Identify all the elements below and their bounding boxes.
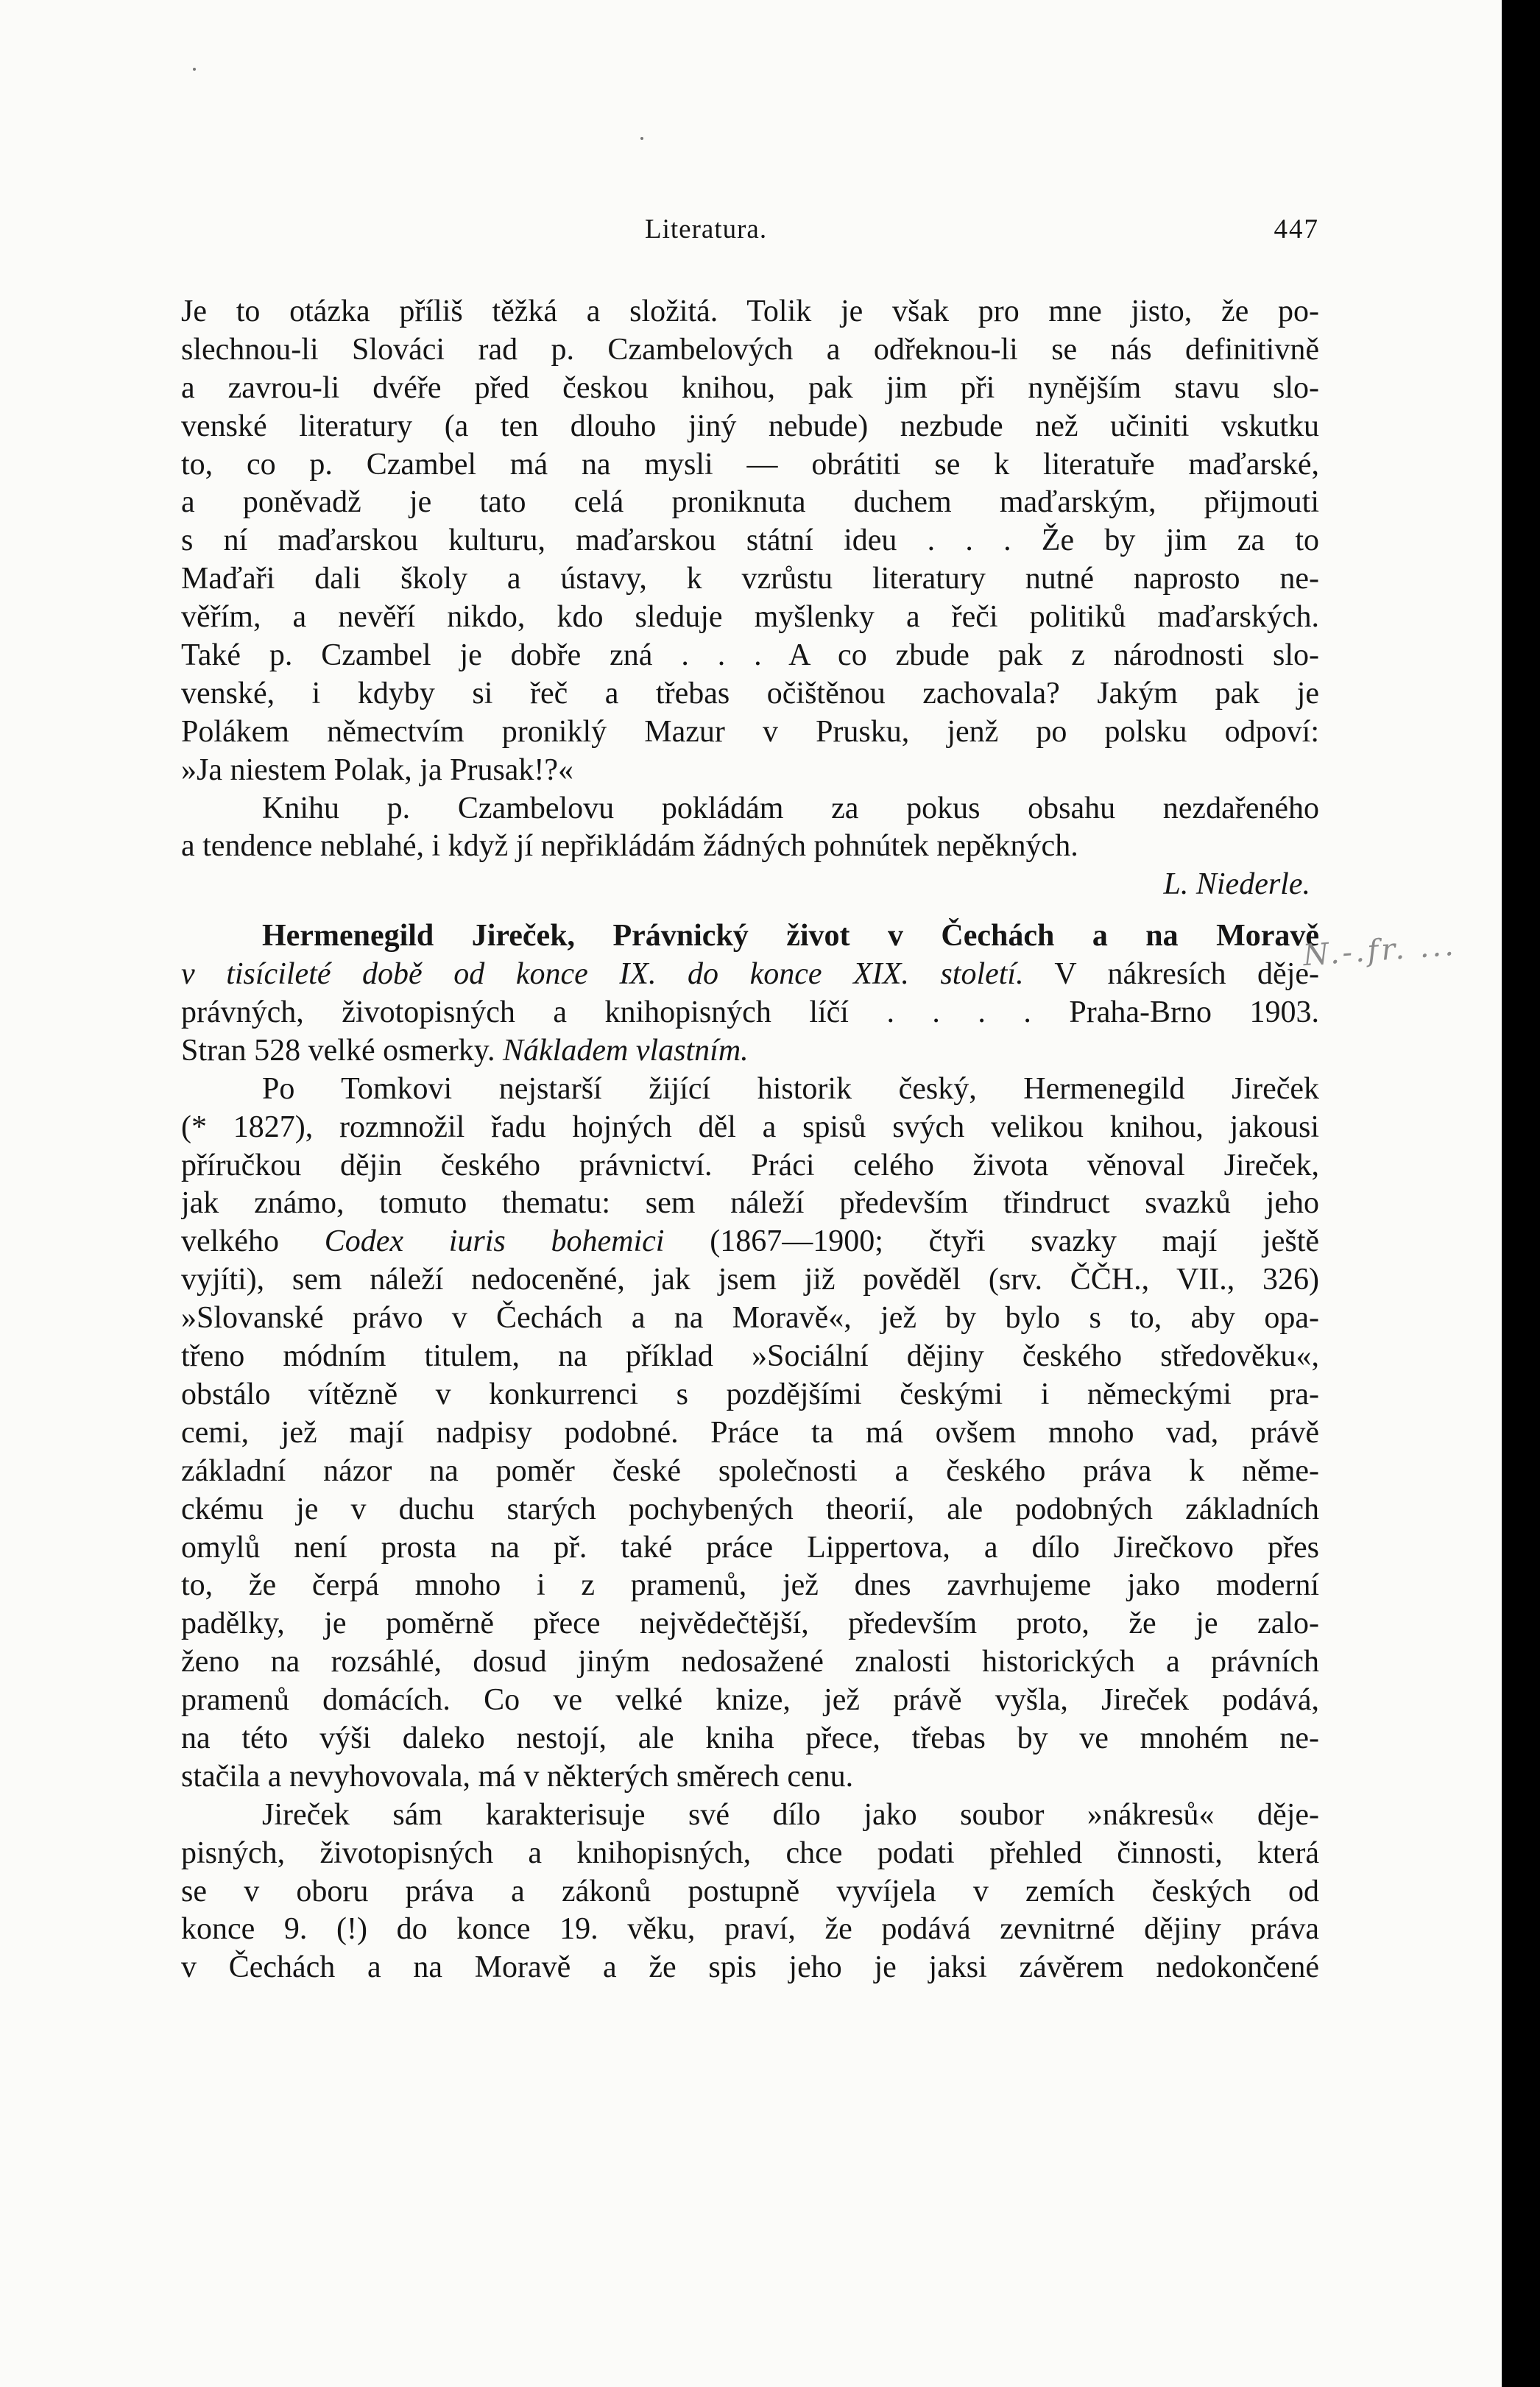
text-line: a poněvadž je tato celá proniknuta duchem maďarským, přijmouti bbox=[181, 485, 1319, 520]
handwritten-margin-note: N.-.fr. ... bbox=[1301, 928, 1458, 973]
text-line: cemi, jež mají nadpisy podobné. Práce ta má ovšem mnoho vad, právě bbox=[181, 1415, 1319, 1450]
speck bbox=[193, 68, 196, 71]
review-subtitle bbox=[181, 956, 1319, 994]
text-line: obstálo vítězně v konkurrenci s pozdějšími českými i německými pra- bbox=[181, 1377, 1319, 1411]
text-line: »Ja niestem Polak, ja Prusak!?« bbox=[181, 752, 574, 787]
text-line: Je to otázka příliš těžká a složitá. Tolik je však pro mne jisto, že po- bbox=[181, 295, 1319, 328]
text-line: vyjíti), sem náleží nedoceněné, jak jsem již pověděl (srv. ČČH., VII., 326) bbox=[181, 1263, 1319, 1297]
text-line: Jireček sám karakterisuje své dílo jako soubor »nákresů« děje- bbox=[262, 1797, 1319, 1832]
running-header bbox=[181, 214, 1319, 258]
page-number: 447 bbox=[1274, 214, 1319, 244]
text-line: slechnou-li Slováci rad p. Czambelových a odřeknou-li se nás definitivně bbox=[181, 332, 1319, 367]
review-2 bbox=[181, 917, 1319, 1987]
text-line: a zavrou-li dvéře před českou knihou, pak jim při nynějším stavu slo- bbox=[181, 370, 1319, 405]
publisher: Nákladem vlastním. bbox=[503, 1033, 749, 1068]
text-line: Knihu p. Czambelovu pokládám za pokus obsahu nezdařeného bbox=[262, 791, 1319, 825]
subtitle-italic: v tisícileté době od konce IX. do konce XIX. století. bbox=[181, 957, 1024, 992]
text-line: právných, životopisných a knihopisných líčí . . . . Praha-Brno 1903. bbox=[181, 995, 1319, 1030]
biblio-line bbox=[181, 1032, 1319, 1071]
text-line: Polákem němectvím proniklý Mazur v Prusku, jenž po polsku odpoví: bbox=[181, 714, 1319, 749]
text-line: Také p. Czambel je dobře zná . . . A co zbude pak z národnosti slo- bbox=[181, 638, 1319, 673]
codex-before: velkého bbox=[181, 1224, 279, 1259]
text-line: ckému je v duchu starých pochybených theorií, ale podobných základních bbox=[181, 1492, 1319, 1526]
text-line: jak známo, tomuto thematu: sem náleží především třindruct svazků jeho bbox=[181, 1186, 1319, 1221]
text-line: třeno módním titulem, na příklad »Sociální dějiny českého středověku«, bbox=[181, 1339, 1319, 1374]
page-body bbox=[181, 293, 1319, 1987]
codex-after: (1867—1900; čtyři svazky mají ještě bbox=[710, 1224, 1319, 1259]
text-line: pisných, životopisných a knihopisných, chce podati přehled činnosti, která bbox=[181, 1836, 1319, 1870]
text-line: příručkou dějin českého právnictví. Práci celého života věnoval Jireček, bbox=[181, 1148, 1319, 1182]
text-line: to, co p. Czambel má na mysli — obrátiti se k literatuře maďarské, bbox=[181, 447, 1319, 482]
review-1 bbox=[181, 293, 1319, 904]
header-title: Literatura. bbox=[645, 214, 768, 244]
text-line: padělky, je poměrně přece nejvědečtější, především proto, že je zalo- bbox=[181, 1607, 1319, 1641]
text-line: a tendence neblahé, i když jí nepřikládám žádných pohnútek nepěkných. bbox=[181, 829, 1078, 864]
section-gap bbox=[181, 904, 1319, 917]
text-line: konce 9. (!) do konce 19. věku, praví, že podává zevnitrné dějiny práva bbox=[181, 1912, 1319, 1947]
review-heading: Hermenegild Jireček, Právnický život v Čechách a na Moravě bbox=[262, 919, 1319, 953]
scan-edge bbox=[1502, 0, 1540, 2387]
text-line: to, že čerpá mnoho i z pramenů, jež dnes zavrhujeme jako moderní bbox=[181, 1568, 1319, 1603]
text-line: na této výši daleko nestojí, ale kniha přece, třebas by ve mnohém ne- bbox=[181, 1721, 1319, 1755]
text-line: se v oboru práva a zákonů postupně vyvíjela v zemích českých od bbox=[181, 1874, 1319, 1908]
text-line: (* 1827), rozmnožil řadu hojných děl a spisů svých velikou knihou, jakousi bbox=[181, 1110, 1319, 1144]
text-line: pramenů domácích. Co ve velké knize, jež právě vyšla, Jireček podává, bbox=[181, 1683, 1319, 1718]
text-line: věřím, a nevěří nikdo, kdo sleduje myšlenky a řeči politiků maďarských. bbox=[181, 600, 1319, 635]
text-line: Maďaři dali školy a ústavy, k vzrůstu literatury nutné naprosto ne- bbox=[181, 562, 1319, 596]
speck bbox=[640, 137, 643, 140]
text-line: »Slovanské právo v Čechách a na Moravě«, jež by bylo s to, aby opa- bbox=[181, 1301, 1319, 1336]
codex-line bbox=[181, 1223, 1319, 1261]
text-line: Po Tomkovi nejstarší žijící historik český, Hermenegild Jireček bbox=[262, 1071, 1319, 1106]
text-line: venské, i kdyby si řeč a třebas očištěnou zachovala? Jakým pak je bbox=[181, 676, 1319, 711]
text-line: základní názor na poměr české společnosti a českého práva k něme- bbox=[181, 1453, 1319, 1488]
review-signature: L. Niederle. bbox=[1163, 867, 1310, 902]
codex-title: Codex iuris bohemici bbox=[324, 1224, 665, 1259]
text-line: v Čechách a na Moravě a že spis jeho je jaksi závěrem nedokončené bbox=[181, 1950, 1319, 1985]
subtitle-rest: V nákresích děje- bbox=[1054, 957, 1319, 992]
text-line: s ní maďarskou kulturu, maďarskou státní ideu . . . Že by jim za to bbox=[181, 523, 1319, 558]
text-line: ženo na rozsáhlé, dosud jiným nedosažené znalosti historických a právních bbox=[181, 1645, 1319, 1679]
text-line: omylů není prosta na př. také práce Lippertova, a dílo Jirečkovo přes bbox=[181, 1530, 1319, 1565]
pages-count: Stran 528 velké osmerky. bbox=[181, 1033, 495, 1068]
text-line: venské literatury (a ten dlouho jiný nebude) nezbude než učiniti vskutku bbox=[181, 409, 1319, 443]
text-line: stačila a nevyhovovala, má v některých směrech cenu. bbox=[181, 1759, 854, 1794]
